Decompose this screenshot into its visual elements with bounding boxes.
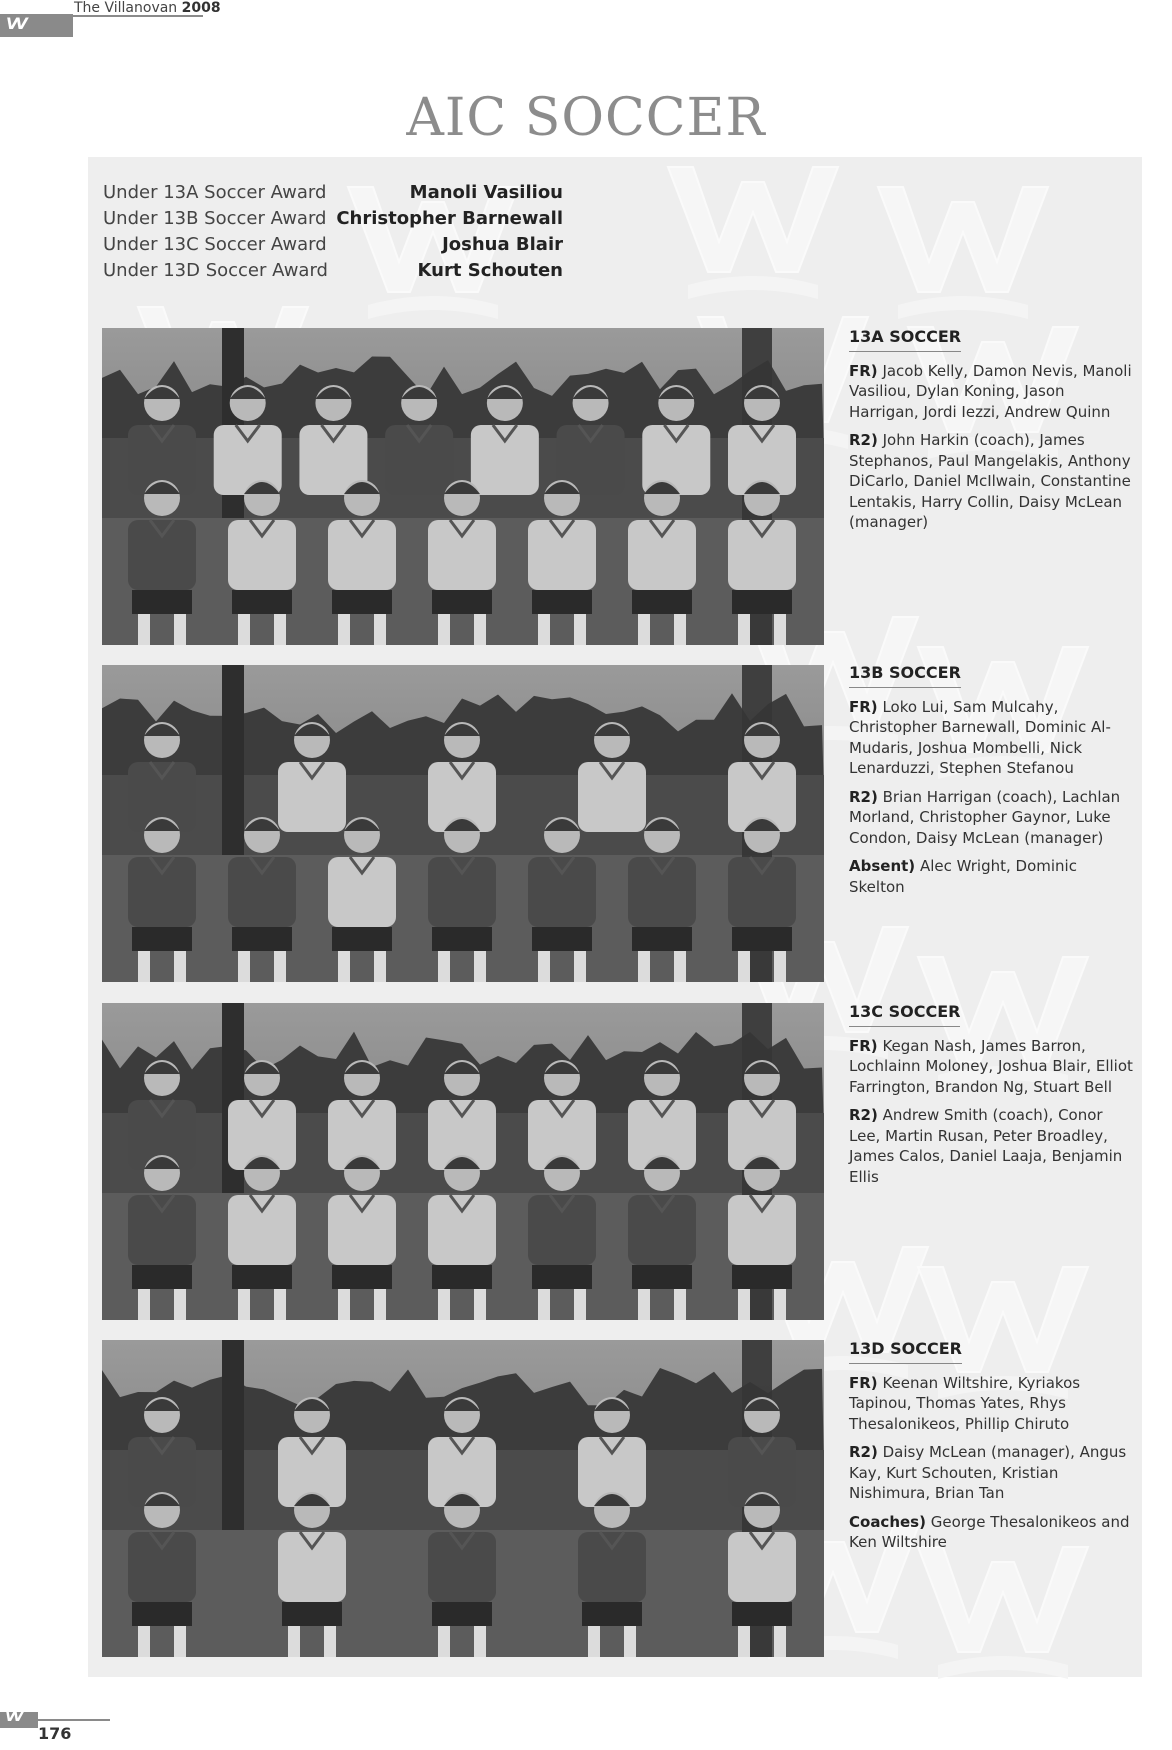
publication-year: 2008 <box>181 0 221 16</box>
award-winner: Manoli Vasiliou <box>409 182 563 203</box>
roster-row <box>849 1442 1134 1504</box>
roster-row <box>849 856 1134 897</box>
award-label: Under 13B Soccer Award <box>103 208 327 229</box>
award-label: Under 13D Soccer Award <box>103 260 328 281</box>
row-key: R2) <box>849 1443 878 1461</box>
row-names: Andrew Smith (coach), Conor Lee, Martin Rusan, Peter Broadley, James Calos, Daniel Laaja, Benjamin Ellis <box>849 1106 1123 1186</box>
team-heading: 13D SOCCER <box>849 1339 962 1364</box>
team-heading: 13C SOCCER <box>849 1002 960 1027</box>
page-number: 176 <box>38 1724 72 1743</box>
roster-row <box>849 787 1134 849</box>
running-header <box>74 0 221 16</box>
row-names: Daisy McLean (manager), Angus Kay, Kurt Schouten, Kristian Nishimura, Brian Tan <box>849 1443 1127 1502</box>
award-row <box>103 234 563 260</box>
row-names: Kegan Nash, James Barron, Lochlainn Moloney, Joshua Blair, Elliot Farrington, Brandon Ng, Stuart Bell <box>849 1036 1133 1096</box>
team-caption-13b <box>849 663 1134 905</box>
team-photo-13b <box>102 665 824 982</box>
row-key: FR) <box>849 1373 878 1392</box>
team-photo-13c <box>102 1003 824 1320</box>
publication-name: The Villanovan <box>74 0 178 16</box>
award-row <box>103 260 563 286</box>
row-key: FR) <box>849 697 878 716</box>
roster-row <box>849 1105 1134 1187</box>
roster-row <box>849 361 1134 423</box>
team-caption-13a <box>849 327 1134 541</box>
award-winner: Kurt Schouten <box>417 260 563 281</box>
awards-list <box>103 182 563 286</box>
award-row <box>103 208 563 234</box>
row-names: John Harkin (coach), James Stephanos, Paul Mangelakis, Anthony DiCarlo, Daniel McIlwain, Constantine Lentakis, Harry Collin, Daisy McLean (manager) <box>849 431 1131 531</box>
row-names: Brian Harrigan (coach), Lachlan Morland, Christopher Gaynor, Luke Condon, Daisy McLean (manager) <box>849 787 1121 847</box>
row-names: Keenan Wiltshire, Kyriakos Tapinou, Thomas Yates, Rhys Thesalonikeos, Phillip Chiruto <box>849 1373 1081 1433</box>
roster-row <box>849 1036 1134 1098</box>
row-names: Jacob Kelly, Damon Nevis, Manoli Vasiliou, Dylan Koning, Jason Harrigan, Jordi Iezzi, Andrew Quinn <box>849 361 1132 421</box>
row-names: Loko Lui, Sam Mulcahy, Christopher Barnewall, Dominic Al-Mudaris, Joshua Mombelli, Nick Lenarduzzi, Stephen Stefanou <box>849 697 1111 777</box>
roster-row <box>849 1512 1134 1553</box>
row-names: George Thesalonikeos and Ken Wiltshire <box>849 1512 1130 1551</box>
award-label: Under 13C Soccer Award <box>103 234 327 255</box>
row-key: Coaches) <box>849 1512 926 1531</box>
team-photo-13d <box>102 1340 824 1657</box>
award-winner: Christopher Barnewall <box>336 208 563 229</box>
roster-row <box>849 1373 1134 1435</box>
team-caption-13c <box>849 1002 1134 1195</box>
award-label: Under 13A Soccer Award <box>103 182 327 203</box>
footer-rule <box>38 1719 110 1721</box>
award-winner: Joshua Blair <box>442 234 563 255</box>
crest-watermark-icon <box>868 177 1058 327</box>
crest-watermark-icon <box>658 157 848 307</box>
footer-monogram: VV <box>5 1709 21 1725</box>
row-key: Absent) <box>849 857 916 875</box>
team-heading: 13B SOCCER <box>849 663 961 688</box>
row-key: FR) <box>849 1036 878 1055</box>
team-photo-13a <box>102 328 824 645</box>
row-key: FR) <box>849 361 878 380</box>
row-key: R2) <box>849 1106 878 1124</box>
award-row <box>103 182 563 208</box>
row-key: R2) <box>849 431 878 449</box>
header-monogram: VV <box>6 14 25 33</box>
row-key: R2) <box>849 787 878 806</box>
roster-row <box>849 430 1134 533</box>
roster-row <box>849 697 1134 779</box>
team-caption-13d <box>849 1339 1134 1561</box>
row-names: Alec Wright, Dominic Skelton <box>849 857 1077 896</box>
page-title: AIC SOCCER <box>406 88 766 148</box>
team-heading: 13A SOCCER <box>849 327 961 352</box>
